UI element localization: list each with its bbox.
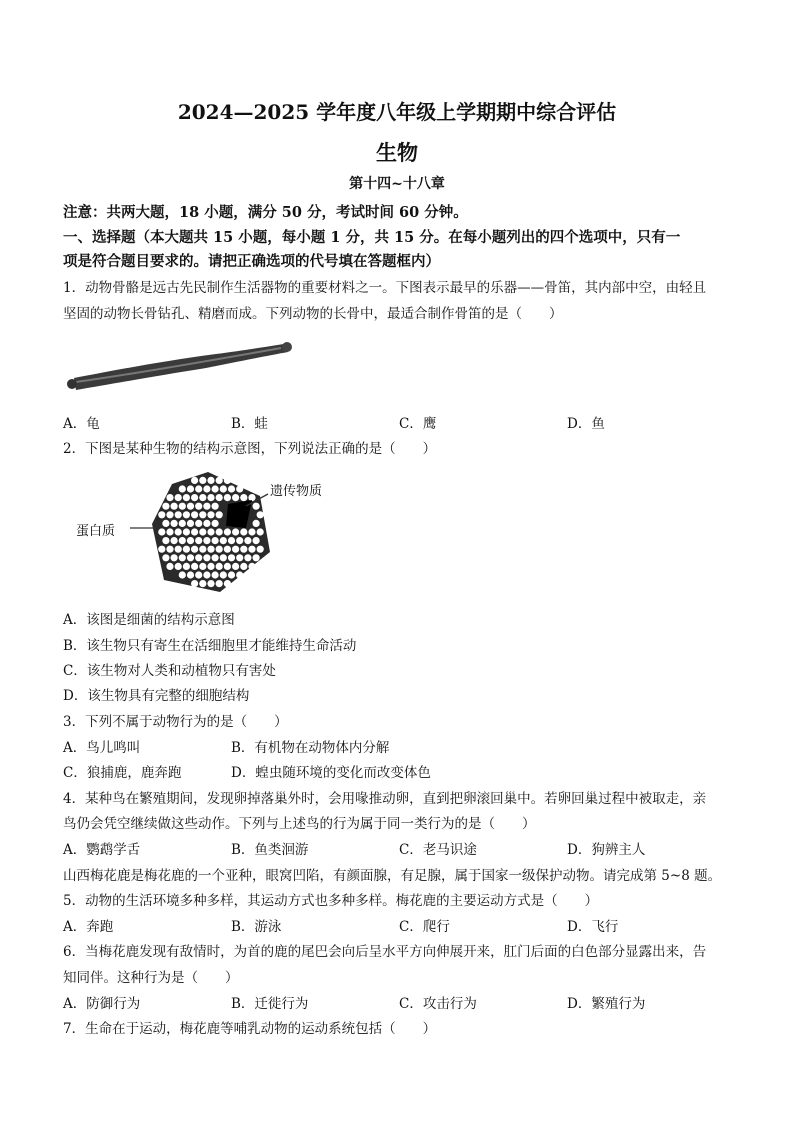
q4-stem-line2: 鸟仍会凭空继续做这些动作。下列与上述鸟的行为属于同一类行为的是（ ） [63,816,536,832]
q5-stem: 5．动物的生活环境多种多样，其运动方式也多种多样。梅花鹿的主要运动方式是（ ） [63,893,599,909]
capsomere-dot [179,485,186,492]
capsomere-dot [207,546,214,553]
q6-stem-line2: 知同伴。这种行为是（ ） [63,970,239,986]
capsomere-dot [216,528,223,535]
capsomere-dot [244,554,251,561]
q2-option-b[interactable]: B．该生物只有寄生在活细胞里才能维持生命活动 [63,638,357,654]
section-heading-line2: 项是符合题目要求的。请把正确选项的代号填在答题框内） [63,253,440,270]
q1-option-c[interactable]: C．鹰 [399,416,437,432]
capsomere-dot [253,537,260,544]
capsomere-dot [187,571,194,578]
q5-option-b[interactable]: B．游泳 [231,919,282,935]
capsomere-dot [187,485,194,492]
capsomere-dot [191,477,198,484]
capsomere-dot [253,503,260,510]
capsomere-dot [257,528,264,535]
capsomere-dot [257,511,264,518]
capsomere-dot [224,477,231,484]
capsomere-dot [236,485,243,492]
subject-title: 生物 [376,140,418,165]
q3-stem: 3．下列不属于动物行为的是（ ） [63,714,288,730]
label-genetic-material: 遗传物质 [270,484,323,499]
capsomere-dot [179,554,186,561]
capsomere-dot [203,571,210,578]
capsomere-dot [253,554,260,561]
capsomere-dot [183,528,190,535]
capsomere-dot [203,503,210,510]
capsomere-dot [212,520,219,527]
capsomere-dot [195,520,202,527]
capsomere-dot [166,494,173,501]
q2-stem: 2．下图是某种生物的结构示意图，下列说法正确的是（ ） [63,441,437,457]
q2-option-a[interactable]: A．该图是细菌的结构示意图 [63,612,235,628]
capsomere-dot [220,537,227,544]
capsomere-dot [228,571,235,578]
q2-option-c[interactable]: C．该生物对人类和动植物只有害处 [63,663,276,679]
capsomere-dot [236,554,243,561]
capsomere-dot [191,546,198,553]
bone-flute-image [66,332,296,402]
capsomere-dot [175,563,182,570]
capsomere-dot [158,546,165,553]
chapter-range: 第十四~十八章 [349,176,445,192]
q4-option-b[interactable]: B．鱼类洄游 [231,842,309,858]
capsomere-dot [220,554,227,561]
q6-stem-line1: 6．当梅花鹿发现有敌情时，为首的鹿的尾巴会向后呈水平方向伸展开来，肛门后面的白色部分显露出来，告 [63,944,707,960]
capsomere-dot [191,511,198,518]
capsomere-dot [199,546,206,553]
capsomere-dot [195,554,202,561]
capsomere-dot [216,477,223,484]
capsomere-dot [179,537,186,544]
q4-option-a[interactable]: A．鹦鹉学舌 [63,842,141,858]
capsomere-dot [212,554,219,561]
q4-option-d[interactable]: D．狗辨主人 [567,842,646,858]
capsomere-dot [220,571,227,578]
q6-option-d[interactable]: D．繁殖行为 [567,996,646,1012]
capsomere-dot [175,546,182,553]
q5-option-d[interactable]: D．飞行 [567,919,619,935]
exam-title: 2024—2025 学年度八年级上学期期中综合评估 [177,100,617,124]
q1-stem-line2: 坚固的动物长骨钻孔、精磨而成。下列动物的长骨中，最适合制作骨笛的是（ ） [63,306,563,322]
capsomere-dot [187,520,194,527]
q1-option-d[interactable]: D．鱼 [567,416,605,432]
capsomere-dot [224,528,231,535]
capsomere-dot [203,520,210,527]
q3-option-b[interactable]: B．有机物在动物体内分解 [231,740,390,756]
reading-passage: 山西梅花鹿是梅花鹿的一个亚种，眼窝凹陷，有颜面腺，有足腺，属于国家一级保护动物。请完成第 5~8 题。 [63,868,722,884]
capsomere-dot [248,494,255,501]
capsomere-dot [248,546,255,553]
capsomere-dot [224,580,231,587]
capsomere-dot [166,563,173,570]
capsomere-dot [203,537,210,544]
capsomere-dot [232,494,239,501]
capsomere-dot [236,537,243,544]
capsomere-dot [199,563,206,570]
capsomere-dot [244,537,251,544]
capsomere-dot [240,528,247,535]
q1-stem-line1: 1．动物骨骼是远古先民制作生活器物的重要材料之一。下图表示最早的乐器——骨笛，其内部中空，由轻且 [63,280,707,296]
capsomere-dot [224,563,231,570]
capsomere-dot [207,528,214,535]
capsomere-dot [191,563,198,570]
capsomere-dot [232,546,239,553]
q6-option-c[interactable]: C．攻击行为 [399,996,477,1012]
capsomere-dot [162,503,169,510]
capsomere-dot [183,494,190,501]
capsomere-dot [248,563,255,570]
capsomere-dot [195,571,202,578]
section-heading-line1: 一、选择题（本大题共 15 小题，每小题 1 分，共 15 分。在每小题列出的四个选项中，只有一 [63,229,681,246]
capsomere-dot [175,511,182,518]
capsomere-dot [171,520,178,527]
capsomere-dot [224,494,231,501]
capsomere-dot [228,485,235,492]
capsomere-dot [195,485,202,492]
capsomere-dot [248,528,255,535]
capsomere-dot [216,563,223,570]
capsomere-dot [207,511,214,518]
capsomere-dot [220,485,227,492]
capsomere-dot [162,554,169,561]
capsomere-dot [199,494,206,501]
capsomere-dot [191,580,198,587]
capsomere-dot [183,546,190,553]
capsomere-dot [166,546,173,553]
capsomere-dot [183,563,190,570]
capsomere-dot [171,537,178,544]
q5-option-c[interactable]: C．爬行 [399,919,450,935]
q1-option-a[interactable]: A．龟 [63,416,100,432]
capsomere-dot [199,528,206,535]
capsomere-dot [187,554,194,561]
capsomere-dot [171,503,178,510]
capsomere-dot [232,528,239,535]
q3-option-a[interactable]: A．鸟儿鸣叫 [63,740,141,756]
capsomere-dot [203,554,210,561]
capsomere-dot [166,511,173,518]
capsomere-dot [212,571,219,578]
capsomere-dot [162,537,169,544]
capsomere-dot [191,528,198,535]
capsomere-dot [158,511,165,518]
capsomere-dot [253,520,260,527]
capsomere-dot [183,511,190,518]
exam-notice: 注意：共两大题，18 小题，满分 50 分，考试时间 60 分钟。 [63,204,468,221]
capsomere-dot [240,563,247,570]
capsomere-dot [162,520,169,527]
q3-option-d[interactable]: D．蝗虫随环境的变化而改变体色 [231,765,431,781]
capsomere-dot [212,537,219,544]
capsomere-dot [199,477,206,484]
q6-option-b[interactable]: B．迁徙行为 [231,996,309,1012]
capsomere-dot [228,554,235,561]
capsomere-dot [158,528,165,535]
capsomere-dot [216,580,223,587]
capsomere-dot [187,503,194,510]
capsomere-dot [207,563,214,570]
capsomere-dot [199,511,206,518]
capsomere-dot [171,554,178,561]
capsomere-dot [257,546,264,553]
capsomere-dot [187,537,194,544]
capsomere-dot [240,546,247,553]
capsomere-dot [179,571,186,578]
q4-stem-line1: 4．某种鸟在繁殖期间，发现卵掉落巢外时，会用喙推动卵，直到把卵滚回巢中。若卵回巢过程中被取走，亲 [63,791,707,807]
q5-option-a[interactable]: A．奔跑 [63,919,114,935]
capsomere-dot [195,503,202,510]
capsomere-dot [203,485,210,492]
q7-stem: 7．生命在于运动，梅花鹿等哺乳动物的运动系统包括（ ） [63,1021,437,1037]
label-protein: 蛋白质 [76,524,116,539]
capsomere-dot [179,520,186,527]
capsomere-dot [207,580,214,587]
capsomere-dot [216,546,223,553]
capsomere-dot [191,494,198,501]
capsomere-dot [199,580,206,587]
capsomere-dot [207,494,214,501]
capsomere-dot [228,537,235,544]
capsomere-dot [195,537,202,544]
q1-option-b[interactable]: B．蛙 [231,416,268,432]
capsomere-dot [212,485,219,492]
capsomere-dot [216,494,223,501]
capsomere-dot [224,546,231,553]
capsomere-dot [175,528,182,535]
q4-option-c[interactable]: C．老马识途 [399,842,477,858]
q3-option-c[interactable]: C．狼捕鹿，鹿奔跑 [63,765,182,781]
capsomere-dot [232,563,239,570]
capsomere-dot [236,571,243,578]
capsomere-dot [240,494,247,501]
q6-option-a[interactable]: A．防御行为 [63,996,141,1012]
q2-option-d[interactable]: D．该生物具有完整的细胞结构 [63,688,250,704]
capsomere-dot [179,503,186,510]
capsomere-dot [166,528,173,535]
capsomere-dot [216,511,223,518]
capsomere-dot [207,477,214,484]
capsomere-dot [212,503,219,510]
capsomere-dot [175,494,182,501]
